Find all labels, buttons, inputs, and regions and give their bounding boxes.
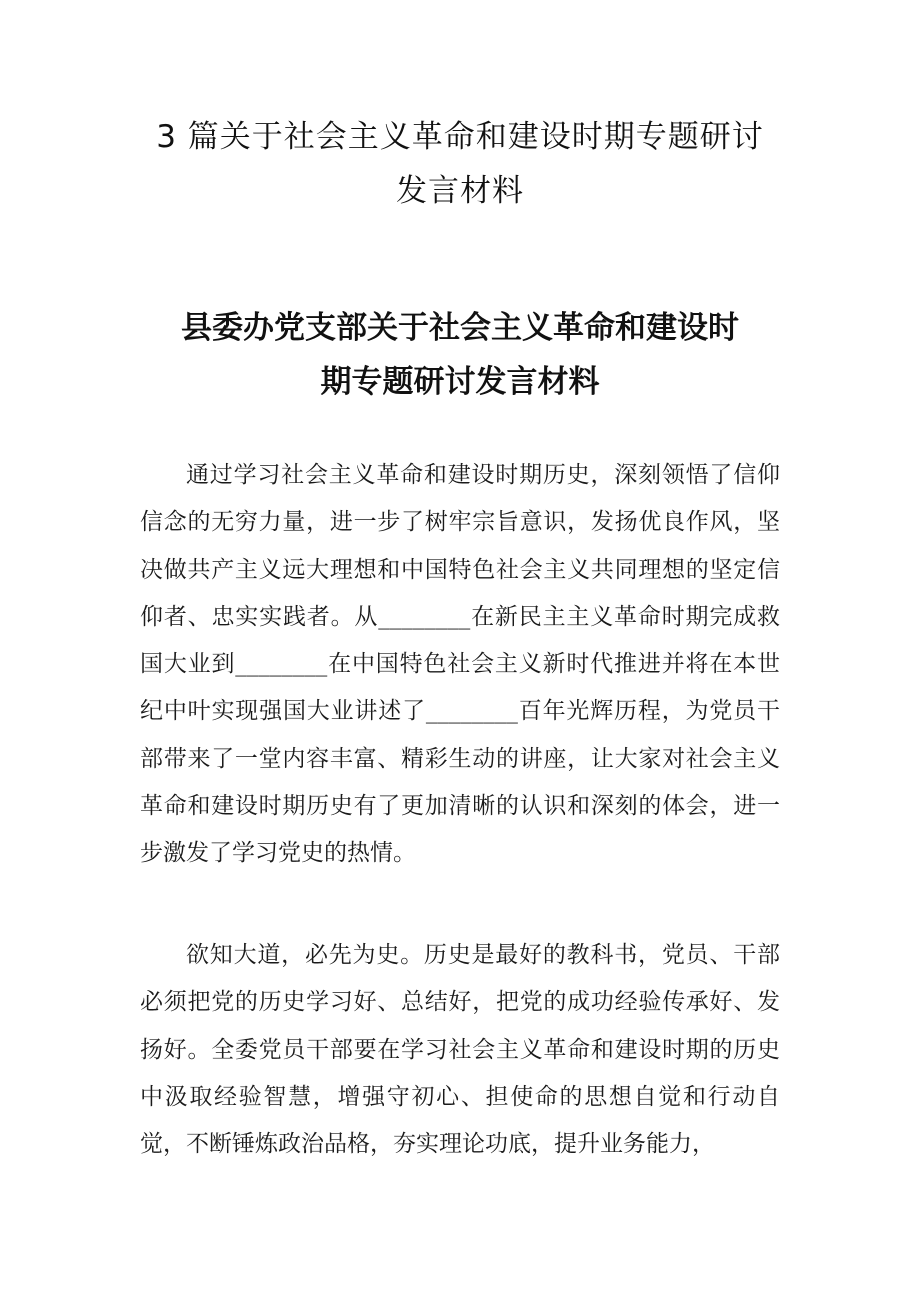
body-paragraph-2: 欲知大道，必先为史。历史是最好的教科书，党员、干部必须把党的历史学习好、总结好，把党的成功经验传承好、发扬好。全委党员干部要在学习社会主义革命和建设时期的历史中汲取经验智慧，增强守初心、担使命的思想自觉和行动自觉，不断锤炼政治品格，夯实理论功底，提升业务能力， [140,942,780,1158]
section-title-line-2: 期专题研讨发言材料 [320,364,600,400]
section-title-line-1: 县委办党支部关于社会主义革命和建设时 [181,310,739,346]
section-title [140,301,780,409]
document-title-line-1: 3 篇关于社会主义革命和建设时期专题研讨 [156,119,764,155]
body-paragraph-1: 通过学习社会主义革命和建设时期历史，深刻领悟了信仰信念的无穷力量，进一步了树牢宗旨意识，发扬优良作风，坚决做共产主义远大理想和中国特色社会主义共同理想的坚定信仰者、忠实实践者。从________在新民主主义革命时期完成救国大业到________在中国特色社会主义新时代推进并将在本世纪中叶实现强国大业讲述了________百年光辉历程，为党员干部带来了一堂内容丰富、精彩生动的讲座，让大家对社会主义革命和建设时期历史有了更加清晰的认识和深刻的体会，进一步激发了学习党史的热情。 [140,462,780,867]
document-title [140,110,780,218]
document-title-line-2: 发言材料 [396,173,524,209]
